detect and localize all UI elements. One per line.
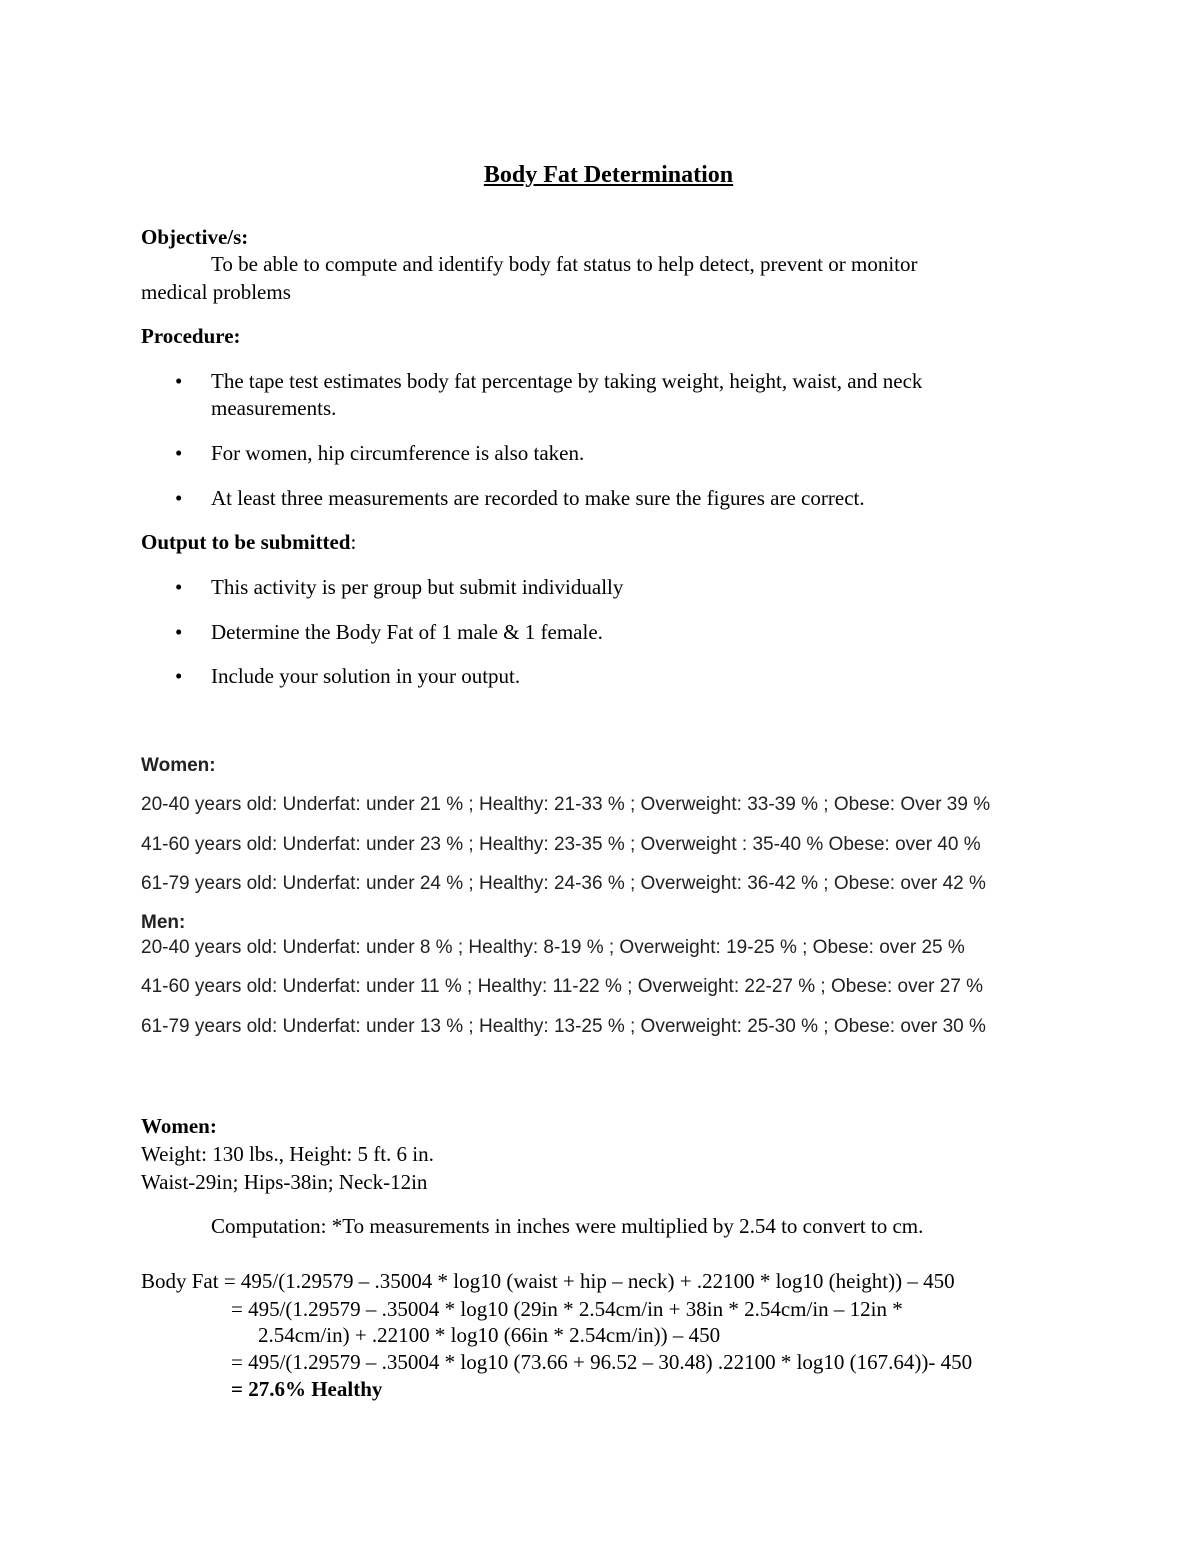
women-range-row-1: 20-40 years old: Underfat: under 21 % ; Healthy: 21-33 % ; Overweight: 33-39 % ; Obese: Over 39 %	[141, 794, 991, 815]
procedure-item-2: For women, hip circumference is also taken.	[211, 441, 585, 465]
objective-text-line1: To be able to compute and identify body fat status to help detect, prevent or monitor	[211, 252, 918, 276]
bullet-icon: •	[175, 575, 183, 599]
example-heading: Women:	[141, 1114, 217, 1138]
output-item-3: Include your solution in your output.	[211, 664, 521, 688]
men-range-row-1: 20-40 years old: Underfat: under 8 % ; Healthy: 8-19 % ; Overweight: 19-25 % ; Obese: over 25 %	[141, 937, 965, 958]
women-range-row-3: 61-79 years old: Underfat: under 24 % ; Healthy: 24-36 % ; Overweight: 36-42 % ; Obese: over 42 %	[141, 873, 986, 894]
output-item-1: This activity is per group but submit individually	[211, 575, 624, 599]
output-heading	[141, 529, 356, 556]
men-ranges-heading: Men:	[141, 912, 186, 933]
procedure-heading: Procedure:	[141, 324, 241, 348]
formula-line-2: = 495/(1.29579 – .35004 * log10 (29in * 2.54cm/in + 38in * 2.54cm/in – 12in *	[231, 1297, 903, 1321]
men-range-row-2: 41-60 years old: Underfat: under 11 % ; Healthy: 11-22 % ; Overweight: 22-27 % ; Obese: over 27 %	[141, 976, 984, 997]
procedure-item-1-line1: The tape test estimates body fat percentage by taking weight, height, waist, and neck	[211, 369, 923, 393]
page-title: Body Fat Determination	[483, 162, 734, 188]
objective-heading: Objective/s:	[141, 225, 249, 249]
procedure-item-1-line2: measurements.	[211, 396, 337, 420]
bullet-icon: •	[175, 369, 183, 393]
objective-text-line2: medical problems	[141, 280, 291, 304]
output-heading-text: Output to be submitted	[141, 530, 351, 554]
men-range-row-3: 61-79 years old: Underfat: under 13 % ; Healthy: 13-25 % ; Overweight: 25-30 % ; Obese: over 30 %	[141, 1016, 986, 1037]
computation-note: Computation: *To measurements in inches were multiplied by 2.54 to convert to cm.	[211, 1214, 924, 1238]
example-measurements: Waist-29in; Hips-38in; Neck-12in	[141, 1170, 428, 1194]
women-range-row-2: 41-60 years old: Underfat: under 23 % ; Healthy: 23-35 % ; Overweight : 35-40 % Obese: over 40 %	[141, 834, 981, 855]
formula-line-2b: 2.54cm/in) + .22100 * log10 (66in * 2.54cm/in)) – 450	[258, 1323, 721, 1347]
bullet-icon: •	[175, 441, 183, 465]
output-heading-colon: :	[350, 530, 357, 554]
bullet-icon: •	[175, 486, 183, 510]
bullet-icon: •	[175, 620, 183, 644]
formula-result: = 27.6% Healthy	[231, 1377, 383, 1401]
bullet-icon: •	[175, 664, 183, 688]
formula-line-3: = 495/(1.29579 – .35004 * log10 (73.66 + 96.52 – 30.48) .22100 * log10 (167.64))- 450	[231, 1350, 973, 1374]
formula-line-1: Body Fat = 495/(1.29579 – .35004 * log10 (waist + hip – neck) + .22100 * log10 (height)) – 450	[141, 1269, 955, 1293]
output-item-2: Determine the Body Fat of 1 male & 1 female.	[211, 620, 603, 644]
women-ranges-heading: Women:	[141, 755, 216, 776]
example-weight-height: Weight: 130 lbs., Height: 5 ft. 6 in.	[141, 1142, 434, 1166]
procedure-item-3: At least three measurements are recorded to make sure the figures are correct.	[211, 486, 865, 510]
